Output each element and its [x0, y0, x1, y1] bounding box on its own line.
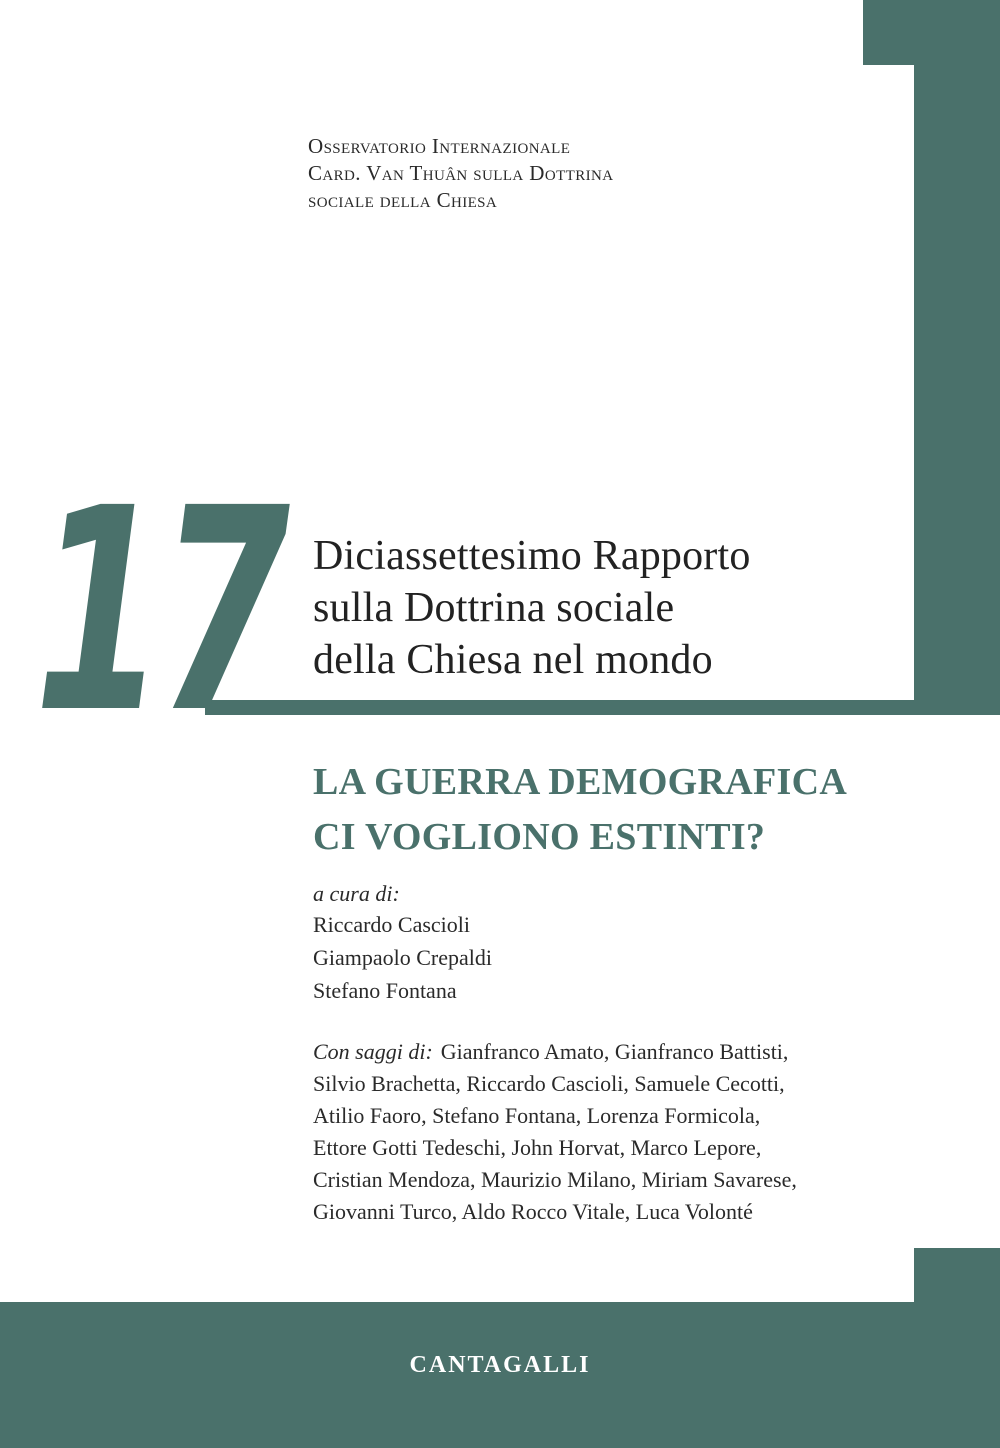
observatory-line: sociale della Chiesa — [308, 188, 498, 212]
subtitle-line: LA GUERRA DEMOGRAFICA — [313, 761, 848, 803]
subtitle-line: CI VOGLIONO ESTINTI? — [313, 816, 766, 858]
book-subtitle — [313, 755, 903, 865]
essays-label: Con saggi di: — [313, 1039, 433, 1064]
essays-block — [313, 1036, 903, 1228]
essays-line: Ettore Gotti Tedeschi, John Horvat, Marco Lepore, — [313, 1135, 762, 1160]
observatory-line: Osservatorio Internazionale — [308, 134, 571, 158]
essays-line: Gianfranco Amato, Gianfranco Battisti, — [440, 1039, 789, 1064]
essays-line: Giovanni Turco, Aldo Rocco Vitale, Luca Volonté — [313, 1199, 753, 1224]
essays-line: Cristian Mendoza, Maurizio Milano, Miriam Savarese, — [313, 1167, 797, 1192]
volume-number — [34, 449, 294, 775]
report-title-line: della Chiesa nel mondo — [313, 637, 713, 683]
observatory-name — [308, 133, 808, 214]
curators-label: a cura di: — [313, 881, 400, 906]
volume-number-text: 17 — [34, 449, 292, 775]
report-title-line: sulla Dottrina sociale — [313, 585, 675, 631]
curator-name: Riccardo Cascioli — [313, 912, 471, 937]
report-title — [313, 530, 903, 686]
curator-name: Stefano Fontana — [313, 978, 457, 1003]
essays-line: Atilio Faoro, Stefano Fontana, Lorenza Formicola, — [313, 1103, 761, 1128]
decorative-band-right-lower — [914, 1248, 1000, 1308]
essays-line: Silvio Brachetta, Riccardo Cascioli, Samuele Cecotti, — [313, 1071, 785, 1096]
decorative-rule — [205, 700, 1000, 715]
curators-block — [313, 880, 903, 1007]
curator-name: Giampaolo Crepaldi — [313, 945, 493, 970]
decorative-band-right — [914, 0, 1000, 715]
observatory-line: Card. Van Thuân sulla Dottrina — [308, 161, 614, 185]
publisher-name: CANTAGALLI — [409, 1352, 591, 1378]
report-title-line: Diciassettesimo Rapporto — [313, 533, 751, 579]
